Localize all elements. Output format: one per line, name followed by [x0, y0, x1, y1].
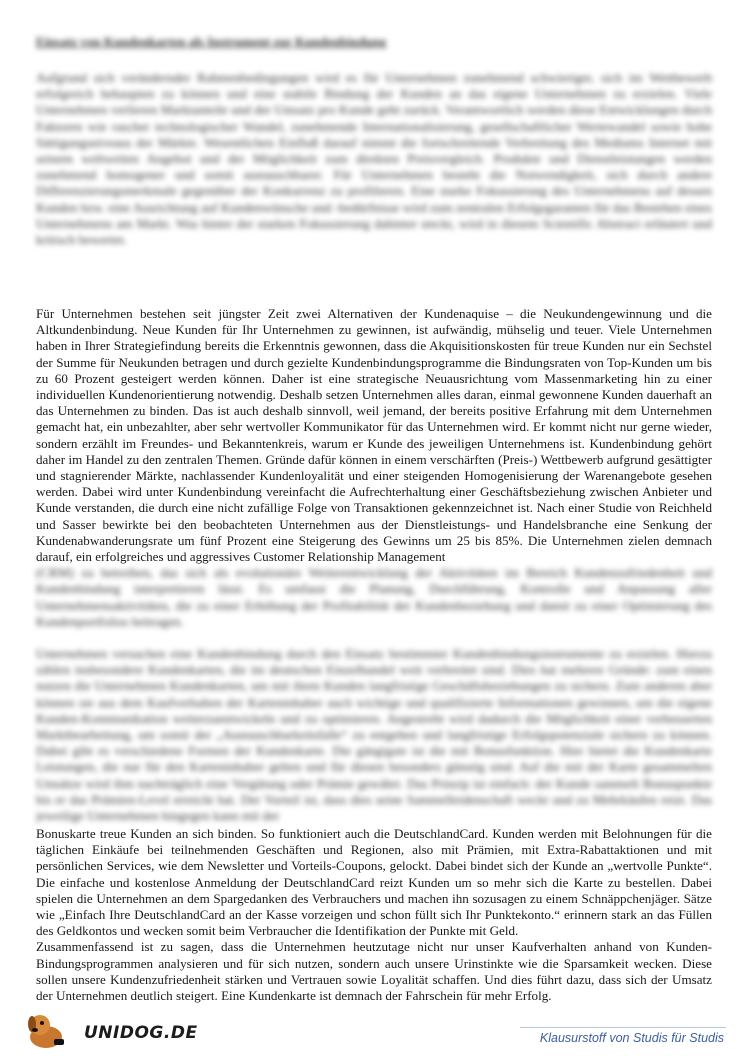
paragraph-2-visible-text: Für Unternehmen bestehen seit jüngster Zeit zwei Alternativen der Kundenaquise – die Neukundengewinnung und die Altkundenbindung. Neue Kunden für Ihr Unternehmen zu gewinnen, ist aufwändig, mühselig und teuer. Viele Unternehmen haben in Ihrer Strategiefindung bereits die Erkenntnis gewonnen, dass die Akquisitionskosten für treue Kunden nur ein Sechstel der Summe für Neukunden betragen und durch gezielte Kundenbindungsprogramme die Bindungsraten von Top-Kunden um bis zu 60 Prozent gesteigert werden können. Daher ist eine strategische Neuausrichtung vom Massenmarketing hin zu einer individuellen Kundenorientierung notwendig. Deshalb setzen Unternehmen alles daran, einmal gewonnene Kunden dauerhaft an das Unternehmen zu binden. Das ist auch deshalb sinnvoll, weil jemand, der bereits positive Erfahrung mit dem Unternehmen gemacht hat, ein unbezahlter, aber sehr wertvoller Kommunikator für das Unternehmen wird. Er kommt nicht nur gerne wieder, sondern erzählt im Freundes- und Bekanntenkreis, warum er Kunde des jeweiligen Unternehmens ist. Kundenbindung gehört daher im Handel zu den zentralen Themen. Gründe dafür können in einem verschärften (Preis-) Wettbewerb aufgrund gesättigter und stagnierender Märkte, nachlassender Kundenloyalität und einer steigenden Homogenisierung der Warenangebote gesehen werden. Dabei wird unter Kundenbindung vereinfacht die Aufrechterhaltung einer Geschäftsbeziehung zwischen Anbieter und Kunde verstanden, die durch eine nicht zufällige Folge von Transaktionen gekennzeichnet ist. Nach einer Studie von Reichheld und Sasser bewirkte bei den beobachteten Unternehmen aus der Dienstleistungs- und Handelsbranche eine Senkung der Kundenabwanderungsrate um fünf Prozent eine Steigerung des Gewinns um 25 bis 85%. Die Unternehmen zielen demnach darauf, ein erfolgreiches und aggressives Customer Relationship Management	[36, 306, 712, 565]
logo-text: UNIDOG.DE	[84, 1023, 198, 1043]
paragraph-3	[36, 646, 712, 939]
dog-mascot-icon	[24, 1011, 68, 1051]
unidog-logo[interactable]	[24, 1011, 198, 1051]
abstract-paragraph: Aufgrund sich verändernder Rahmenbedingungen wird es für Unternehmen zunehmend schwieriger, sich im Wettbewerb erfolgreich behaupten zu können und eine stabile Bindung der Kunden an das eigene Unternehmen zu erzielen. Viele Unternehmen verlieren Marktanteile und der Umsatz pro Kunde geht zurück. Verantwortlich werden diese Entwicklungen durch Faktoren wie rascher technologischer Wandel, zunehmende Internationalisierung, gesellschaftlicher Wertewandel sowie hohe Sättigungsniveaus der Märkte. Wesentlichen Einfluß darauf nimmt die fortschreitende Verbreitung des Mediums Internet mit seinem weltweiten Angebot und der Möglichkeit zum direkten Preisvergleich. Produkte und Dienstleistungen werden zunehmend homogener und somit austauschbarer. Für Unternehmen besteht die Notwendigkeit, sich durch andere Differenzierungsmerkmale gegenüber der Konkurrenz zu profilieren. Eine starke Fokussierung des Unternehmens auf dessen Kunden bzw. eine Ausrichtung auf Kundenwünsche und -bedürfnisse wird zum zentralen Erfolgsgaranten für das Bestehen eines Unternehmens am Markt. Was hinter der starken Fokussierung dahinter steckt, wird in diesem Scientific Abstract erläutert und kritisch bewertet.	[36, 70, 712, 248]
paragraph-2	[36, 306, 712, 630]
document-title: Einsatz von Kundenkarten als Instrument zur Kundenbindung	[36, 34, 387, 49]
page-footer	[0, 1005, 750, 1060]
paragraph-3-blurred-text: Unternehmen versuchen eine Kundenbindung durch den Einsatz bestimmter Kundenbindungsinstrumente zu erzielen. Hierzu zählen insbesondere Kundenkarten, die im deutschen Einzelhandel weit verbreitet sind. Dies hat mehrere Gründe: zum einen nutzen die Unternehmen Kundenkarten, um mit ihren Kunden langfristige Geschäftsbeziehungen zu sichern. Zum anderen aber können sie aus dem Kaufverhalten der Karteninhaber auch wichtige und qualifizierte Informationen gewinnen, um die eigene Kunden-Kommunikation weiterzuentwickeln und zu optimieren. Angestrebt wird dadurch die Möglichkeit einer verbesserten Marktbearbeitung, um somit der „Austauschbarkeitsfalle“ zu entgehen und langfristige Erfolgspotenziale sichern zu können. Dabei gibt es verschiedene Formen der Kundenkarte. Die gängigste ist die mit Bonusfunktion. Hier bietet die Kundenkarte Leistungen, die nur für den Karteninhaber gelten und für diesen besonders günstig sind. Auf die mit der Karte gesammelten Umsätze wird ihm nachträglich eine Vergütung oder Prämie gewährt. Das Prinzip ist einfach: der Kunde sammelt Bonuspunkte bis er das Prämien-Level erreicht hat. Der Vorteil ist, dass dies seine Sammelleidenschaft weckt und zu Mehrkäufen reizt. Das jeweilige Unternehmen hingegen kann mit der	[36, 646, 712, 824]
paragraph-3-visible-text: Bonuskarte treue Kunden an sich binden. So funktioniert auch die DeutschlandCard. Kunden werden mit Belohnungen für die täglichen Einkäufe bei teilnehmenden Geschäften und Regionen, also mit Prämien, mit Extra-Rabattaktionen und mit persönlichen Services, wie dem Newsletter und Vorteils-Coupons, gelockt. Dabei bindet sich der Kunde an „wertvolle Punkte“. Die einfache und kostenlose Anmeldung der DeutschlandCard reizt Kunden um so mehr sich die Karte zu bestellen. Dabei spielen die Unternehmen an dem Spargedanken des Verbrauchers und machen ihn sozusagen zu einem Schnäppchenjäger. Sätze wie „Einfach Ihre DeutschlandCard an der Kasse vorzeigen und schon füllt sich Ihr Punktekonto.“ erinnern stark an das Füllen des Geldkontos und wecken somit beim Verbraucher die Identifikation der Punkte mit Geld.	[36, 826, 712, 939]
paragraph-2-blurred-text: (CRM) zu betreiben, das sich als evolutionäre Weiterentwicklung der Aktivitäten im Bereich Kundenzufriedenheit und Kundenbindung interpretieren lässt. Es umfasst die Planung, Durchführung, Kontrolle und Anpassung aller Unternehmensaktivitäten, die zu einer Erhöhung der Profitabilität der Kundenbeziehung und damit zu einer Optimierung des Kundenportfolios beitragen.	[36, 565, 712, 629]
conclusion-paragraph: Zusammenfassend ist zu sagen, dass die Unternehmen heutzutage nicht nur unser Kaufverhalten anhand von Kunden-Bindungsprogrammen analysieren und für sich nutzen, sondern auch unsere Urinstinkte wie die Sparsamkeit wecken. Diese sollen unsere Kundenzufriedenheit stärken und Vertrauen sowie Loyalität schaffen. Und dies führt dazu, dass sich der Umsatz der Unternehmen deutlich steigert. Eine Kundenkarte ist demnach der Fahrschein für mehr Erfolg.	[36, 939, 712, 1004]
footer-divider	[520, 1027, 726, 1028]
footer-slogan: Klausurstoff von Studis für Studis	[539, 1031, 724, 1045]
document-page	[36, 34, 712, 1004]
